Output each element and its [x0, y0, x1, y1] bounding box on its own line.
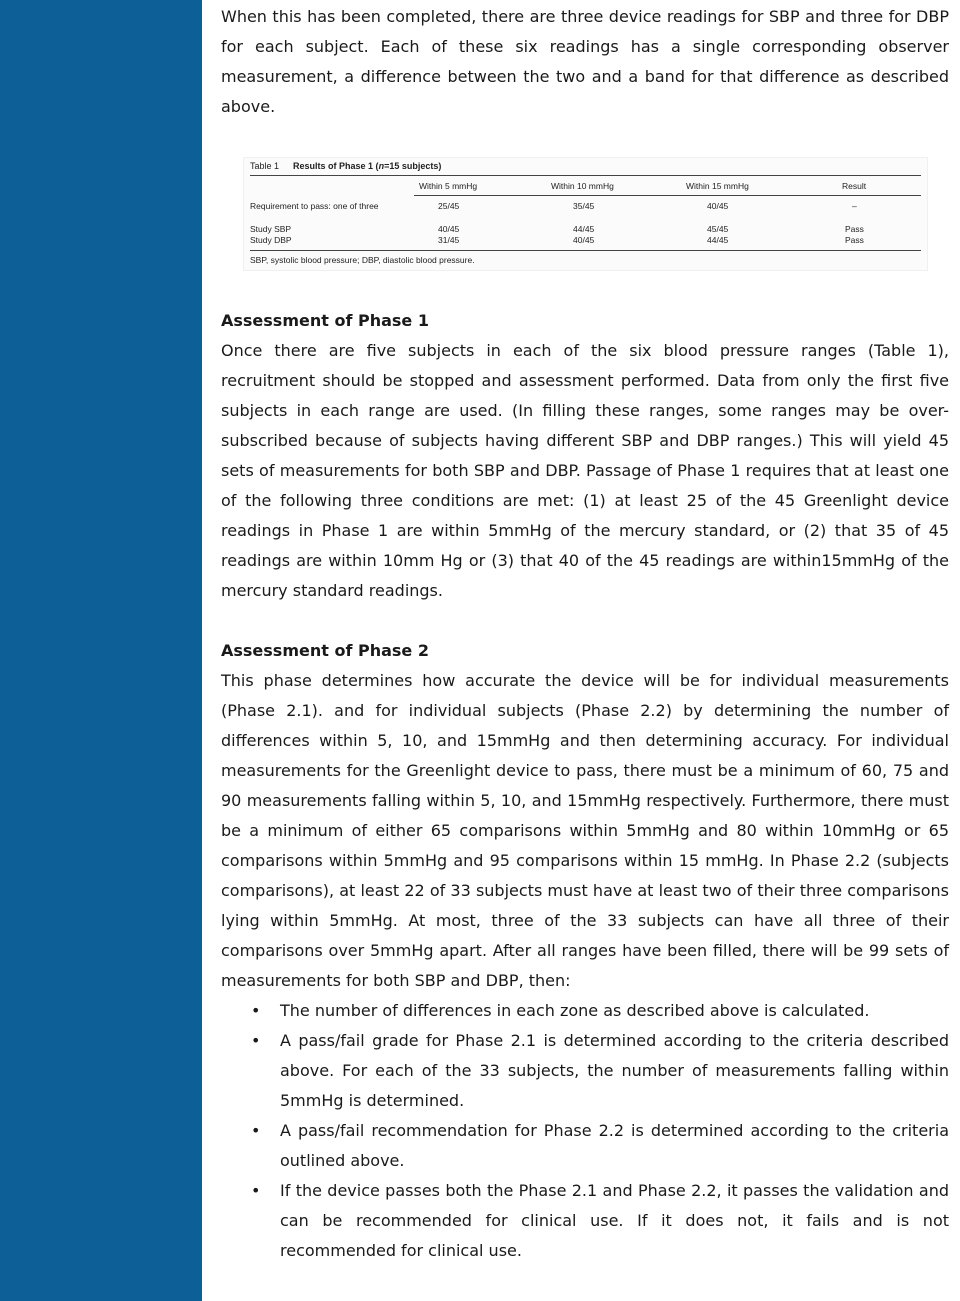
- phase2-paragraph: This phase determines how accurate the device will be for individual measurements (Phase 2.1). and for individual subjects (Phase 2.2) by determining the number of differences within 5, 10, and 15mmHg and then determining accuracy. For individual measurements for the Greenlight device to pass, there must be a minimum of 60, 75 and 90 measurements falling within 5, 10, and 15mmHg respectively. Furthermore, there must be a minimum of either 65 comparisons within 5mmHg and 80 within 10mmHg or 65 comparisons within 5mmHg and 95 comparisons within 15 mmHg. In Phase 2.2 (subjects comparisons), at least 22 of 33 subjects must have at least two of their three comparisons lying within 5mmHg. At most, three of the 33 subjects can have all three of their comparisons over 5mmHg apart. After all ranges have been filled, there will be 99 sets of measurements for both SBP and DBP, then:: [221, 671, 949, 990]
- table-cell: Pass: [845, 224, 864, 234]
- table-cell: 40/45: [573, 235, 595, 245]
- table-caption-post: =15 subjects): [384, 161, 442, 171]
- table-caption-pre: Results of Phase 1 (: [293, 161, 379, 171]
- table-cell: 40/45: [707, 201, 729, 211]
- table-caption-number: Table 1: [250, 161, 280, 171]
- table-row-sbp-label: Study SBP: [250, 224, 292, 234]
- document-body: [221, 0, 949, 1266]
- table-footnote: SBP, systolic blood pressure; DBP, diastolic blood pressure.: [250, 255, 475, 265]
- table-cell: 45/45: [707, 224, 729, 234]
- table-header-5: Within 5 mmHg: [419, 181, 478, 191]
- phase1-heading: Assessment of Phase 1: [221, 311, 429, 330]
- list-item: • If the device passes both the Phase 2.1 and Phase 2.2, it passes the validation and can be recommended for clinical use. If it does not, it fails and is not recommended for clinical use.: [221, 1176, 949, 1266]
- list-item: • The number of differences in each zone as described above is calculated.: [221, 996, 949, 1026]
- table-cell: 40/45: [438, 224, 460, 234]
- table-cell: 44/45: [707, 235, 729, 245]
- table-cell: –: [852, 201, 857, 211]
- table-cell: 25/45: [438, 201, 460, 211]
- table-header-15: Within 15 mmHg: [686, 181, 749, 191]
- phase2-heading: Assessment of Phase 2: [221, 641, 429, 660]
- table-cell: Pass: [845, 235, 864, 245]
- table-rule-top: [250, 175, 921, 176]
- phase1-paragraph: Once there are five subjects in each of the six blood pressure ranges (Table 1), recruitment should be stopped and assessment performed. Data from only the first five subjects in each range are used. (In filling these ranges, some ranges may be over-subscribed because of subjects having different SBP and DBP ranges.) This will yield 45 sets of measurements for both SBP and DBP. Passage of Phase 1 requires that at least one of the following three conditions are met: (1) at least 25 of the 45 Greenlight device readings in Phase 1 are within 5mmHg of the mercury standard, or (2) that 35 of 45 readings are within 10mm Hg or (3) that 40 of the 45 readings are within15mmHg of the mercury standard readings.: [221, 341, 949, 600]
- table-cell: 35/45: [573, 201, 595, 211]
- results-table: [243, 157, 928, 271]
- table-cell: 31/45: [438, 235, 460, 245]
- list-item: • A pass/fail grade for Phase 2.1 is determined according to the criteria described above. For each of the 33 subjects, the number of measurements falling within 5mmHg is determined.: [221, 1026, 949, 1116]
- table-caption-n: n: [378, 161, 385, 171]
- table-row-requirement-label: Requirement to pass: one of three: [250, 201, 379, 211]
- table-header-result: Result: [842, 181, 867, 191]
- list-item: • A pass/fail recommendation for Phase 2.2 is determined according to the criteria outlined above.: [221, 1116, 949, 1176]
- table-caption: [250, 160, 441, 172]
- table-cell: 44/45: [573, 224, 595, 234]
- phase2-bullet-list: [221, 996, 949, 1266]
- table-header-10: Within 10 mmHg: [551, 181, 614, 191]
- table-rule-bottom: [250, 250, 921, 251]
- left-sidebar-band: [0, 0, 202, 1301]
- table-row-dbp-label: Study DBP: [250, 235, 292, 245]
- table-rule-header: [414, 195, 921, 196]
- intro-paragraph: When this has been completed, there are three device readings for SBP and three for DBP for each subject. Each of these six readings has a single corresponding observer measurement, a difference between the two and a band for that difference as described above.: [221, 7, 949, 116]
